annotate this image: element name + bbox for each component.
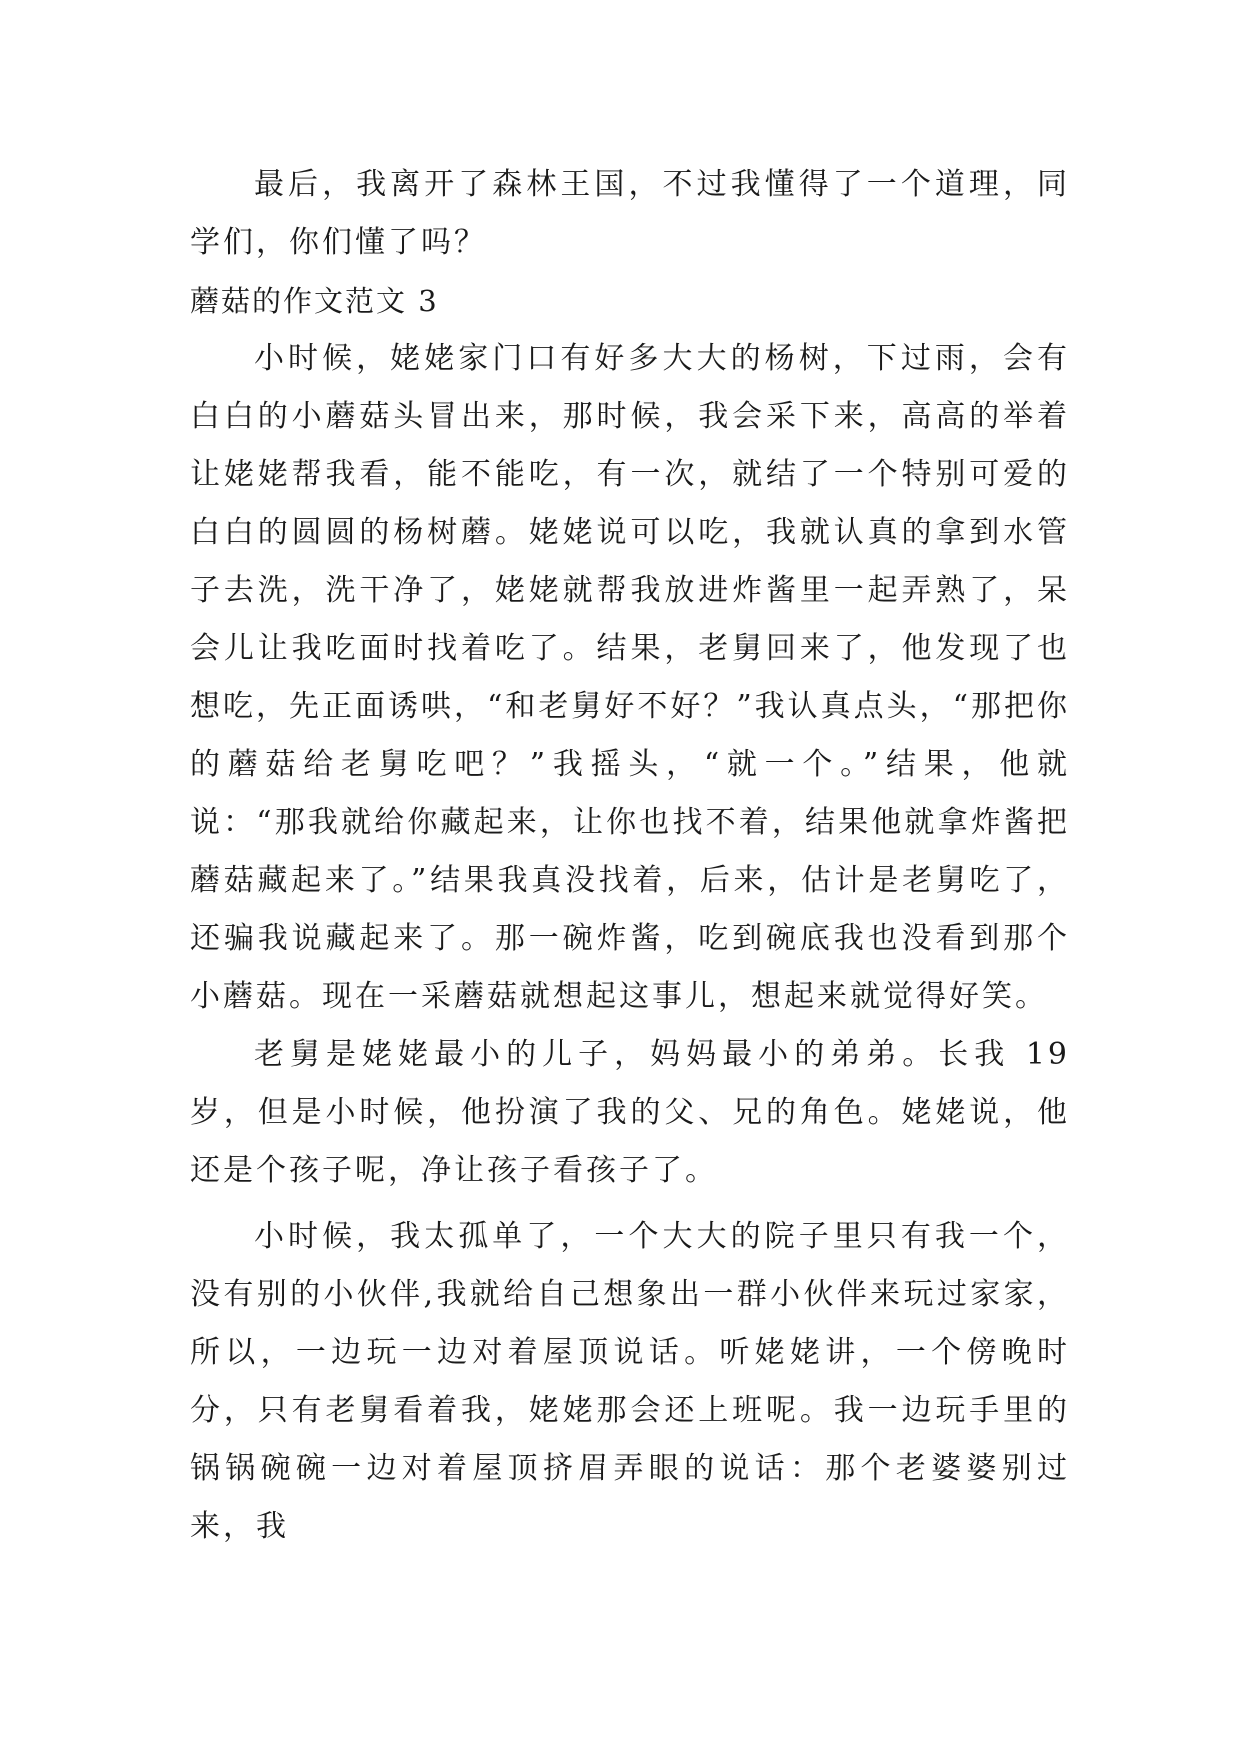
- body-paragraph-3: 小时候，我太孤单了，一个大大的院子里只有我一个，没有别的小伙伴,我就给自己想象出一群小伙伴来玩过家家，所以，一边玩一边对着屋顶说话。听姥姥讲，一个傍晚时分，只有老舅看着我，姥姥那会还上班呢。我一边玩手里的锅锅碗碗一边对着屋顶挤眉弄眼的说话：那个老婆婆别过来，我: [190, 1219, 1070, 1544]
- document-body: [190, 156, 1070, 1556]
- section-heading: 蘑菇的作文范文 3: [190, 284, 439, 318]
- body-paragraph-2: 老舅是姥姥最小的儿子，妈妈最小的弟弟。长我 19 岁，但是小时候，他扮演了我的父、兄的角色。姥姥说，他还是个孩子呢，净让孩子看孩子了。: [190, 1037, 1070, 1188]
- body-paragraph-1: 小时候，姥姥家门口有好多大大的杨树，下过雨，会有白白的小蘑菇头冒出来，那时候，我会采下来，高高的举着让姥姥帮我看，能不能吃，有一次，就结了一个特别可爱的白白的圆圆的杨树蘑。姥姥说可以吃，我就认真的拿到水管子去洗，洗干净了，姥姥就帮我放进炸酱里一起弄熟了，呆会儿让我吃面时找着吃了。结果，老舅回来了，他发现了也想吃，先正面诱哄，“和老舅好不好？”我认真点头，“那把你的蘑菇给老舅吃吧？”我摇头，“就一个。”结果，他就说：“那我就给你藏起来，让你也找不着，结果他就拿炸酱把蘑菇藏起来了。”结果我真没找着，后来，估计是老舅吃了，还骗我说藏起来了。那一碗炸酱，吃到碗底我也没看到那个小蘑菇。现在一采蘑菇就想起这事儿，想起来就觉得好笑。: [190, 341, 1071, 1014]
- intro-paragraph: 最后，我离开了森林王国，不过我懂得了一个道理，同学们，你们懂了吗？: [190, 167, 1070, 260]
